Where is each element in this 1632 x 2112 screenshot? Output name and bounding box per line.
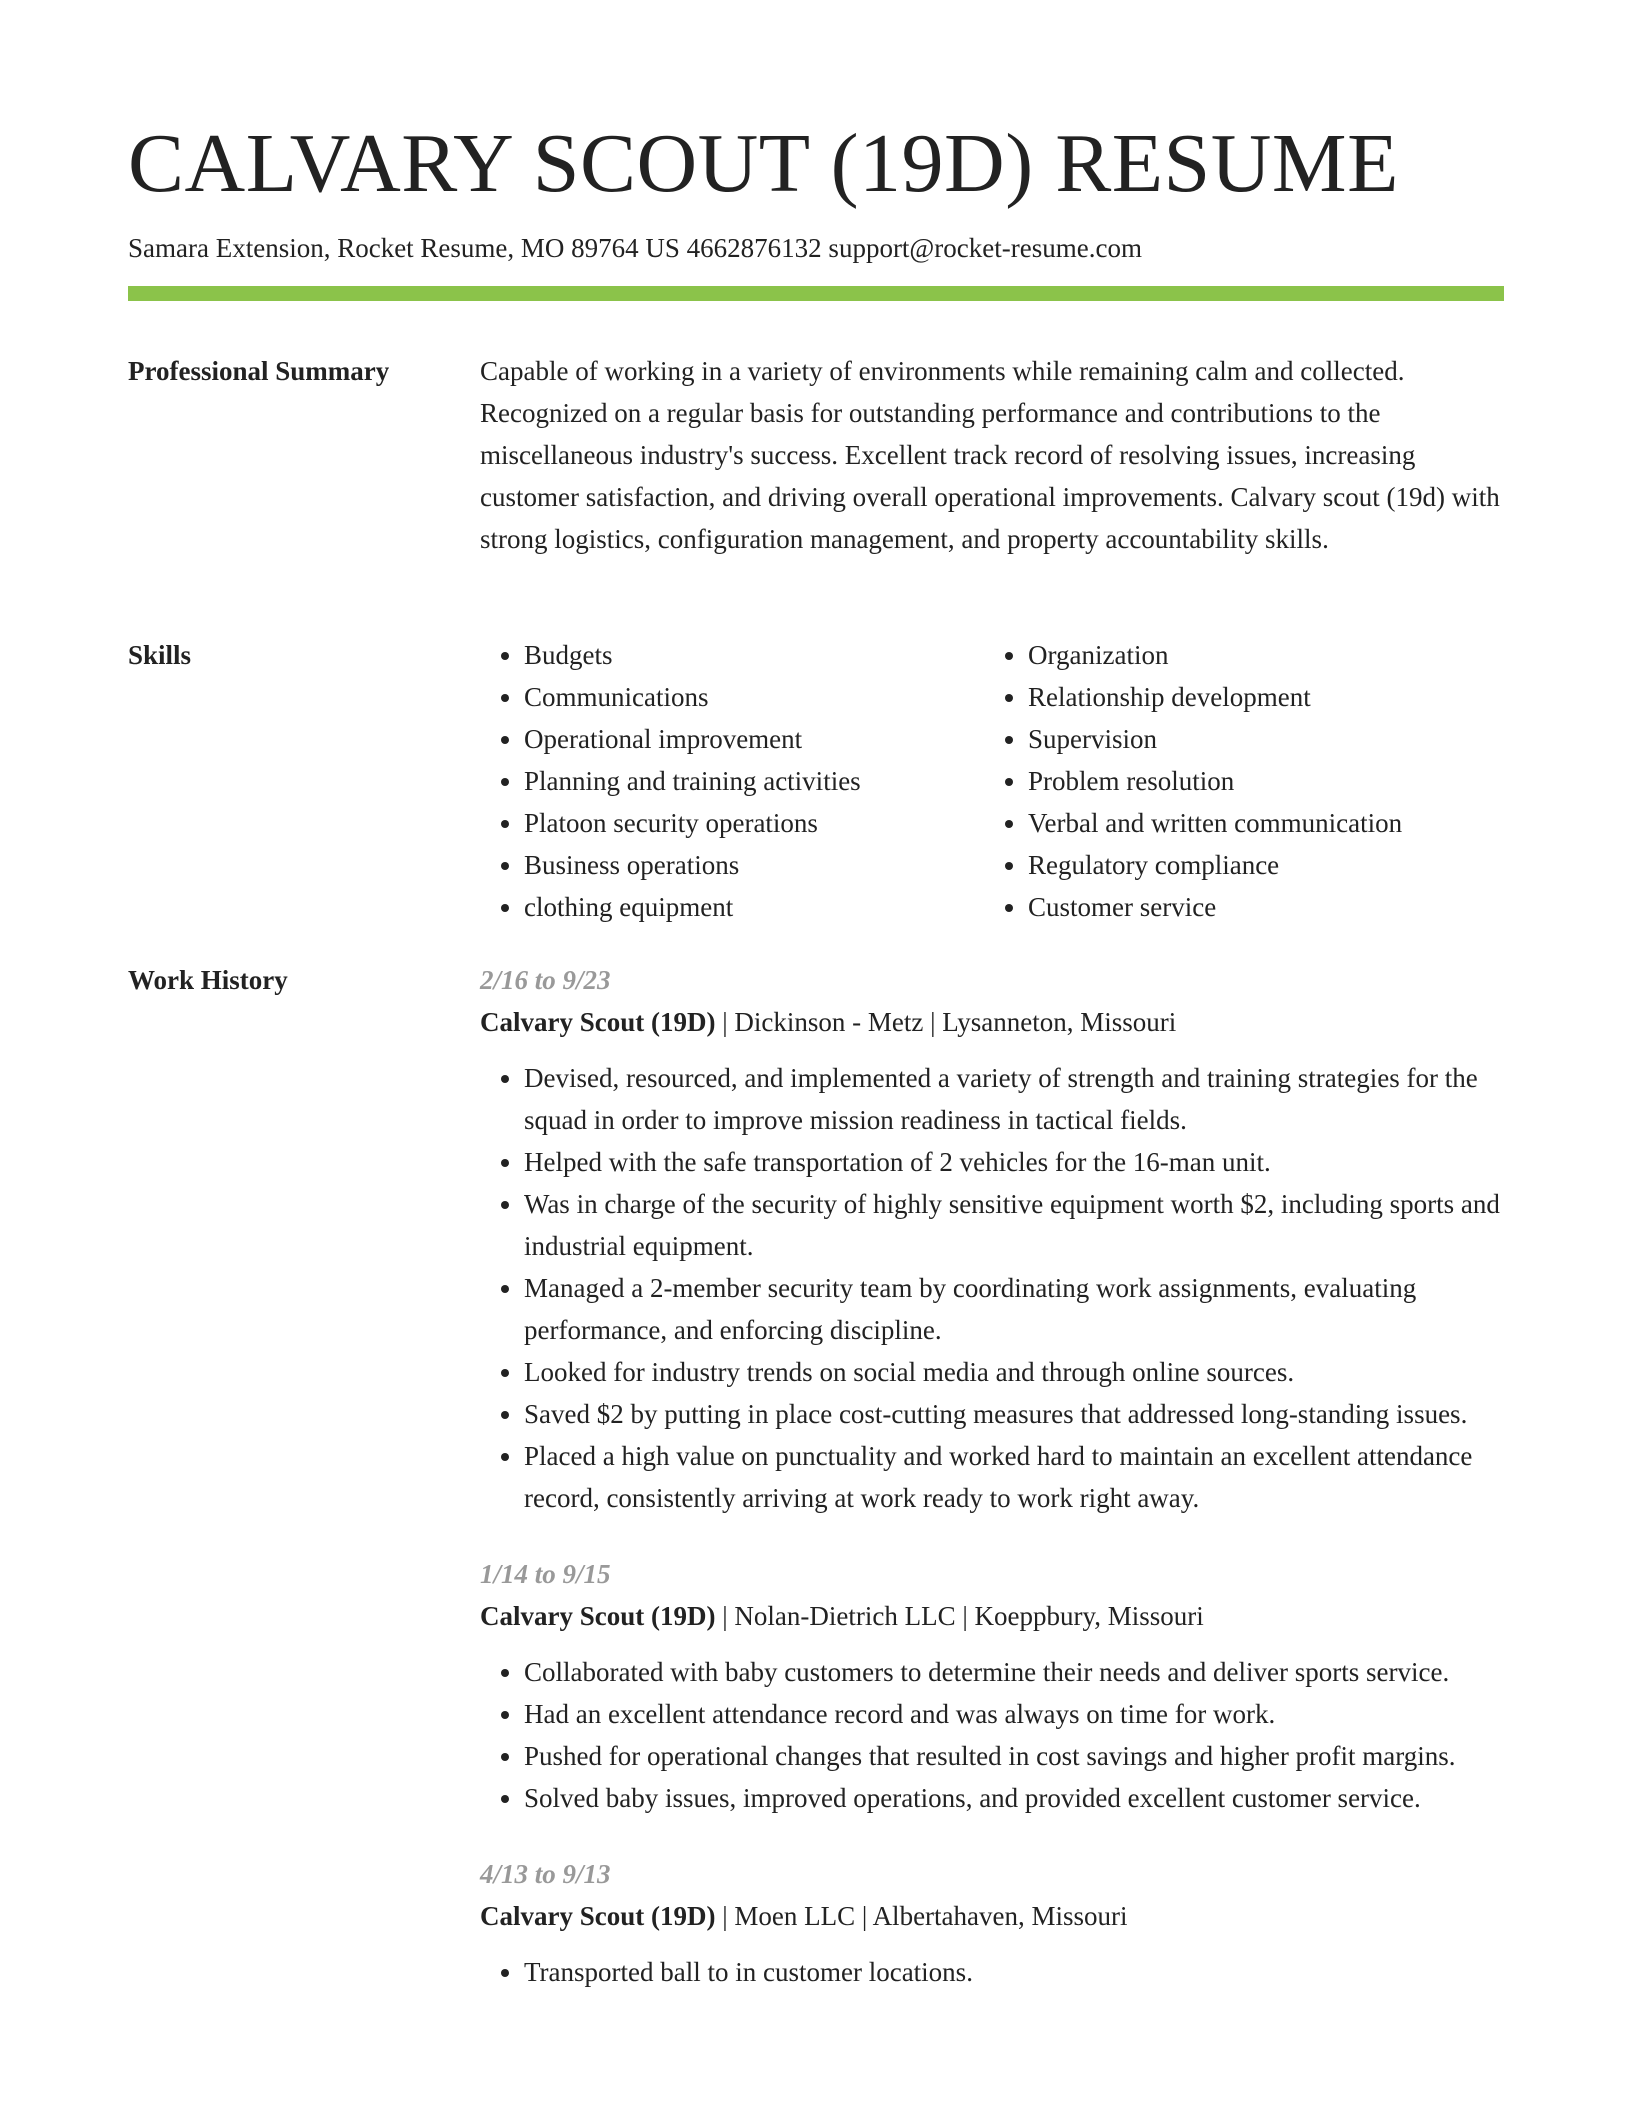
job-title: Calvary Scout (19D) (480, 1007, 716, 1037)
job-header (480, 1895, 1504, 1937)
skills-list-left (480, 634, 984, 928)
skill-item: • Platoon security operations (524, 802, 984, 844)
skill-item: • Budgets (524, 634, 984, 676)
separator: | (715, 1007, 735, 1037)
job-bullet: • Looked for industry trends on social media and through online sources. (524, 1351, 1504, 1393)
skill-item: • Planning and training activities (524, 760, 984, 802)
job-bullet: • Helped with the safe transportation of 2 vehicles for the 16-man unit. (524, 1141, 1504, 1183)
job-bullet: • Placed a high value on punctuality and worked hard to maintain an excellent attendance record, consistently arriving at work ready to work right away. (524, 1435, 1504, 1519)
skill-item: • Problem resolution (1028, 760, 1488, 802)
job-location: Koeppbury, Missouri (974, 1601, 1204, 1631)
skill-item: • Organization (1028, 634, 1488, 676)
skill-item: • Verbal and written communication (1028, 802, 1488, 844)
job-header (480, 1595, 1504, 1637)
job-bullet: • Managed a 2-member security team by coordinating work assignments, evaluating performance, and enforcing discipline. (524, 1267, 1504, 1351)
job-dates: 1/14 to 9/15 (480, 1559, 611, 1589)
job-bullet-list (480, 1057, 1504, 1519)
job-bullet: • Was in charge of the security of highly sensitive equipment worth $2, including sports and industrial equipment. (524, 1183, 1504, 1267)
job-entry (480, 1553, 1504, 1819)
job-bullet: • Solved baby issues, improved operations, and provided excellent customer service. (524, 1777, 1504, 1819)
accent-divider (128, 286, 1504, 301)
skill-item: • Communications (524, 676, 984, 718)
job-bullet: • Transported ball to in customer locations. (524, 1951, 1504, 1993)
job-header (480, 1001, 1504, 1043)
work-history-heading: Work History (128, 965, 288, 995)
job-location: Lysanneton, Missouri (942, 1007, 1177, 1037)
job-title: Calvary Scout (19D) (480, 1901, 716, 1931)
job-entry (480, 1853, 1504, 1993)
job-entry (480, 959, 1504, 1519)
skill-item: • Customer service (1028, 886, 1488, 928)
skill-item: • Regulatory compliance (1028, 844, 1488, 886)
job-bullet: • Collaborated with baby customers to determine their needs and deliver sports service. (524, 1651, 1504, 1693)
job-company: Nolan-Dietrich LLC (734, 1601, 956, 1631)
job-dates: 2/16 to 9/23 (480, 965, 611, 995)
job-bullet: • Pushed for operational changes that resulted in cost savings and higher profit margins. (524, 1735, 1504, 1777)
skills-list-right (984, 634, 1488, 928)
summary-text: Capable of working in a variety of environments while remaining calm and collected. Recognized on a regular basis for outstanding performance and contributions to the miscellaneous industry's success. Excellent track record of resolving issues, increasing customer satisfaction, and driving overall operational improvements. Calvary scout (19d) with strong logistics, configuration management, and property accountability skills. (480, 356, 1500, 554)
job-company: Dickinson - Metz (734, 1007, 924, 1037)
job-dates: 4/13 to 9/13 (480, 1859, 611, 1889)
job-bullet-list (480, 1951, 1504, 1993)
job-location: Albertahaven, Missouri (872, 1901, 1128, 1931)
skill-item: • Relationship development (1028, 676, 1488, 718)
separator: | (855, 1901, 873, 1931)
job-bullet-list (480, 1651, 1504, 1819)
contact-info: Samara Extension, Rocket Resume, MO 89764 US 4662876132 support@rocket-resume.com (128, 233, 1142, 263)
separator: | (923, 1007, 943, 1037)
skills-heading: Skills (128, 640, 192, 670)
separator: | (715, 1601, 735, 1631)
skill-item: • Operational improvement (524, 718, 984, 760)
job-title: Calvary Scout (19D) (480, 1601, 716, 1631)
separator: | (955, 1601, 975, 1631)
resume-title: CALVARY SCOUT (19D) RESUME (128, 117, 1399, 210)
job-bullet: • Devised, resourced, and implemented a variety of strength and training strategies for the squad in order to improve mission readiness in tactical fields. (524, 1057, 1504, 1141)
skill-item: • Supervision (1028, 718, 1488, 760)
skill-item: • Business operations (524, 844, 984, 886)
job-list (480, 959, 1504, 2027)
summary-heading: Professional Summary (128, 356, 390, 386)
separator: | (715, 1901, 735, 1931)
skill-item: • clothing equipment (524, 886, 984, 928)
job-company: Moen LLC (734, 1901, 856, 1931)
job-bullet: • Saved $2 by putting in place cost-cutting measures that addressed long-standing issues. (524, 1393, 1504, 1435)
job-bullet: • Had an excellent attendance record and was always on time for work. (524, 1693, 1504, 1735)
